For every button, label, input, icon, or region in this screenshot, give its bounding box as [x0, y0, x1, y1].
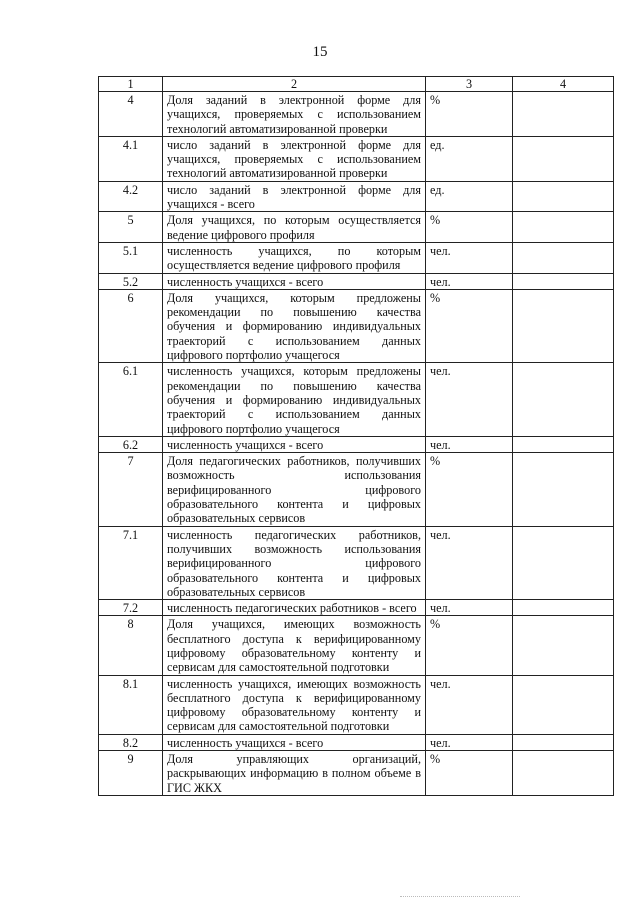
row-description-cell: численность учащихся, которым предложены рекомендации по повышению качества обучения и формированию индивидуальных траекторий с использованием данных цифрового портфолио учащегося [163, 363, 426, 436]
row-number-cell: 5.1 [99, 242, 163, 273]
row-description-cell: Доля управляющих организаций, раскрывающих информацию в полном объеме в ГИС ЖКХ [163, 751, 426, 796]
row-unit-cell: чел. [426, 273, 513, 289]
row-description-cell: Доля учащихся, которым предложены рекомендации по повышению качества обучения и формированию индивидуальных траекторий с использованием данных цифрового портфолио учащегося [163, 289, 426, 362]
table-row [99, 273, 614, 289]
row-description-cell: Доля учащихся, по которым осуществляется ведение цифрового профиля [163, 212, 426, 243]
row-value-cell [513, 616, 614, 675]
row-value-cell [513, 242, 614, 273]
row-unit-cell: ед. [426, 181, 513, 212]
row-number-cell: 8 [99, 616, 163, 675]
row-description-cell: численность педагогических работников - всего [163, 600, 426, 616]
table-row [99, 363, 614, 436]
row-unit-cell: % [426, 453, 513, 526]
row-value-cell [513, 526, 614, 599]
row-value-cell [513, 289, 614, 362]
row-value-cell [513, 751, 614, 796]
row-value-cell [513, 92, 614, 137]
table-row [99, 751, 614, 796]
row-description-cell: Доля учащихся, имеющих возможность бесплатного доступа к верифицированному цифровому образовательному контенту и сервисам для самостоятельной подготовки [163, 616, 426, 675]
table-header-row [99, 77, 614, 92]
row-number-cell: 6.1 [99, 363, 163, 436]
row-number-cell: 6 [99, 289, 163, 362]
row-value-cell [513, 675, 614, 734]
table-row [99, 212, 614, 243]
row-description-cell: Доля заданий в электронной форме для учащихся, проверяемых с использованием технологий автоматизированной проверки [163, 92, 426, 137]
row-unit-cell: чел. [426, 242, 513, 273]
row-number-cell: 4.2 [99, 181, 163, 212]
table-row [99, 616, 614, 675]
table-row [99, 242, 614, 273]
row-description-cell: численность учащихся - всего [163, 273, 426, 289]
row-value-cell [513, 453, 614, 526]
row-description-cell: численность учащихся - всего [163, 734, 426, 750]
row-value-cell [513, 181, 614, 212]
row-number-cell: 4 [99, 92, 163, 137]
row-number-cell: 8.1 [99, 675, 163, 734]
row-unit-cell: ед. [426, 136, 513, 181]
row-number-cell: 5.2 [99, 273, 163, 289]
row-description-cell: численность учащихся, имеющих возможность бесплатного доступа к верифицированному цифровому образовательному контенту и сервисам для самостоятельной подготовки [163, 675, 426, 734]
row-unit-cell: % [426, 92, 513, 137]
row-number-cell: 4.1 [99, 136, 163, 181]
row-description-cell: численность учащихся, по которым осуществляется ведение цифрового профиля [163, 242, 426, 273]
row-description-cell: число заданий в электронной форме для учащихся, проверяемых с использованием технологий автоматизированной проверки [163, 136, 426, 181]
row-number-cell: 9 [99, 751, 163, 796]
row-unit-cell: чел. [426, 363, 513, 436]
row-description-cell: число заданий в электронной форме для учащихся - всего [163, 181, 426, 212]
row-unit-cell: % [426, 289, 513, 362]
row-number-cell: 8.2 [99, 734, 163, 750]
row-number-cell: 6.2 [99, 436, 163, 452]
table-row [99, 181, 614, 212]
table-row [99, 436, 614, 452]
table-row [99, 675, 614, 734]
table-body [99, 77, 614, 796]
row-unit-cell: чел. [426, 436, 513, 452]
row-value-cell [513, 600, 614, 616]
row-number-cell: 7.2 [99, 600, 163, 616]
row-unit-cell: % [426, 212, 513, 243]
row-number-cell: 5 [99, 212, 163, 243]
row-unit-cell: % [426, 616, 513, 675]
row-unit-cell: чел. [426, 734, 513, 750]
row-value-cell [513, 212, 614, 243]
header-cell-unit: 3 [426, 77, 513, 92]
row-value-cell [513, 436, 614, 452]
row-value-cell [513, 734, 614, 750]
table-row [99, 600, 614, 616]
scan-artifact [400, 896, 520, 899]
row-number-cell: 7 [99, 453, 163, 526]
row-unit-cell: чел. [426, 675, 513, 734]
table-row [99, 289, 614, 362]
row-unit-cell: % [426, 751, 513, 796]
page-number: 15 [312, 44, 328, 60]
table-row [99, 136, 614, 181]
row-unit-cell: чел. [426, 600, 513, 616]
row-number-cell: 7.1 [99, 526, 163, 599]
table-row [99, 734, 614, 750]
header-cell-text: 2 [163, 77, 426, 92]
table-row [99, 92, 614, 137]
table-row [99, 526, 614, 599]
header-cell-num: 1 [99, 77, 163, 92]
row-description-cell: Доля педагогических работников, получивших возможность использования верифицированного цифрового образовательного контента и цифровых образовательных сервисов [163, 453, 426, 526]
row-value-cell [513, 136, 614, 181]
row-unit-cell: чел. [426, 526, 513, 599]
row-description-cell: численность учащихся - всего [163, 436, 426, 452]
table-row [99, 453, 614, 526]
row-value-cell [513, 363, 614, 436]
row-value-cell [513, 273, 614, 289]
indicators-table [98, 76, 614, 796]
row-description-cell: численность педагогических работников, получивших возможность использования верифицированного цифрового образовательного контента и цифровых образовательных сервисов [163, 526, 426, 599]
header-cell-value: 4 [513, 77, 614, 92]
